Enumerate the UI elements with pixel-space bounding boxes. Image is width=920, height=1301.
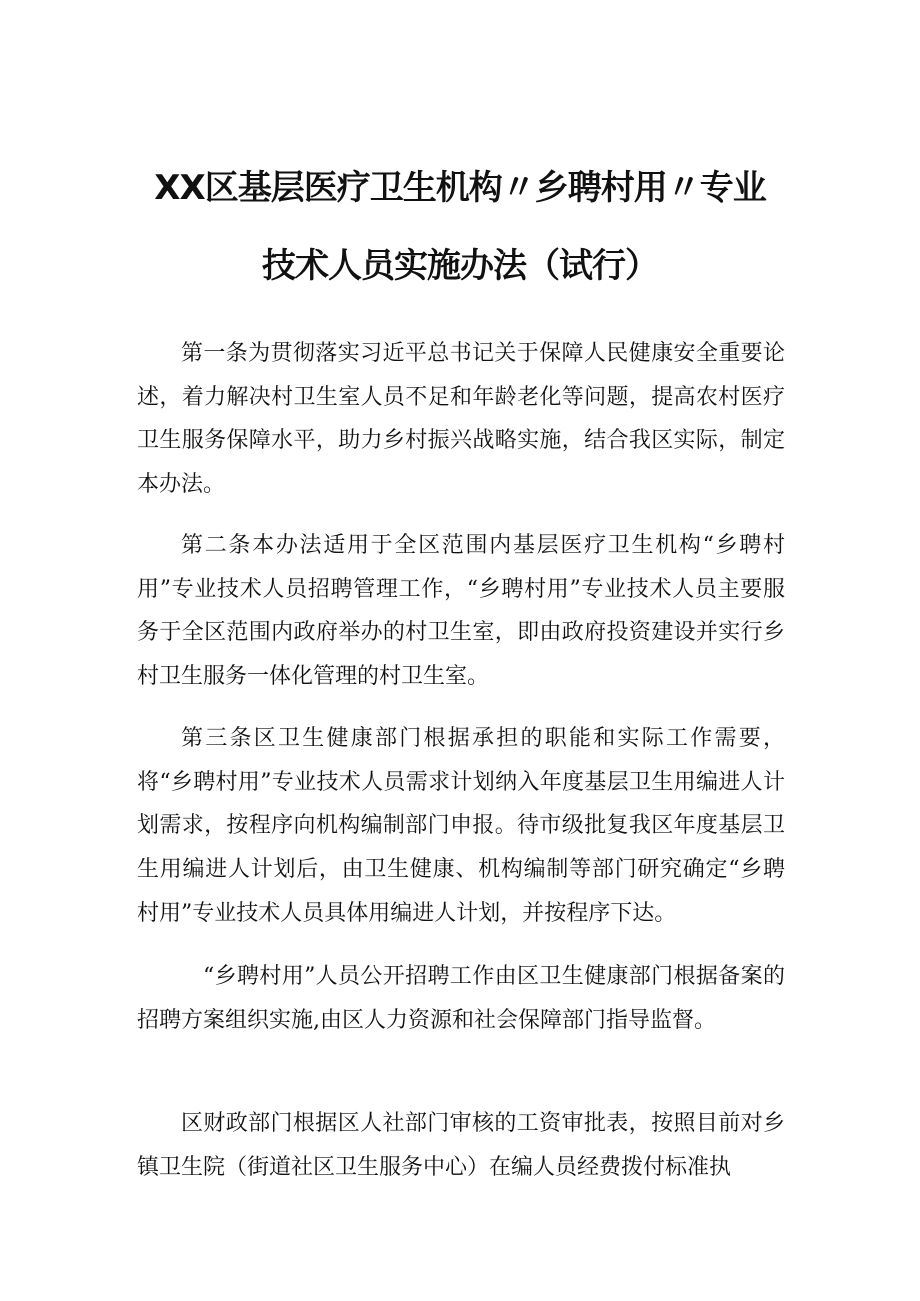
article-1-paragraph: 第一条为贯彻落实习近平总书记关于保障人民健康安全重要论述，着力解决村卫生室人员不足和年龄老化等问题，提高农村医疗卫生服务保障水平，助力乡村振兴战略实施，结合我区实际，制定本办法。 (137, 341, 785, 498)
recruitment-paragraph: “乡聘村用”人员公开招聘工作由区卫生健康部门根据备案的招聘方案组织实施,由区人力资源和社会保障部门指导监督。 (137, 964, 785, 1033)
document-title-line-1: XX区基层医疗卫生机构〃乡聘村用〃专业 (154, 168, 766, 208)
document-title-line-2: 技术人员实施办法（试行） (262, 246, 658, 286)
article-2-paragraph: 第二条本办法适用于全区范围内基层医疗卫生机构“乡聘村用”专业技术人员招聘管理工作，“乡聘村用”专业技术人员主要服务于全区范围内政府举办的村卫生室，即由政府投资建设并实行乡村卫生服务一体化管理的村卫生室。 (137, 533, 785, 690)
finance-paragraph: 区财政部门根据区人社部门审核的工资审批表，按照目前对乡镇卫生院（街道社区卫生服务中心）在编人员经费拨付标准执 (137, 1111, 785, 1180)
article-3-paragraph: 第三条区卫生健康部门根据承担的职能和实际工作需要，将“乡聘村用”专业技术人员需求计划纳入年度基层卫生用编进人计划需求，按程序向机构编制部门申报。待市级批复我区年度基层卫生用编进人计划后，由卫生健康、机构编制等部门研究确定“乡聘村用”专业技术人员具体用编进人计划，并按程序下达。 (137, 726, 785, 926)
